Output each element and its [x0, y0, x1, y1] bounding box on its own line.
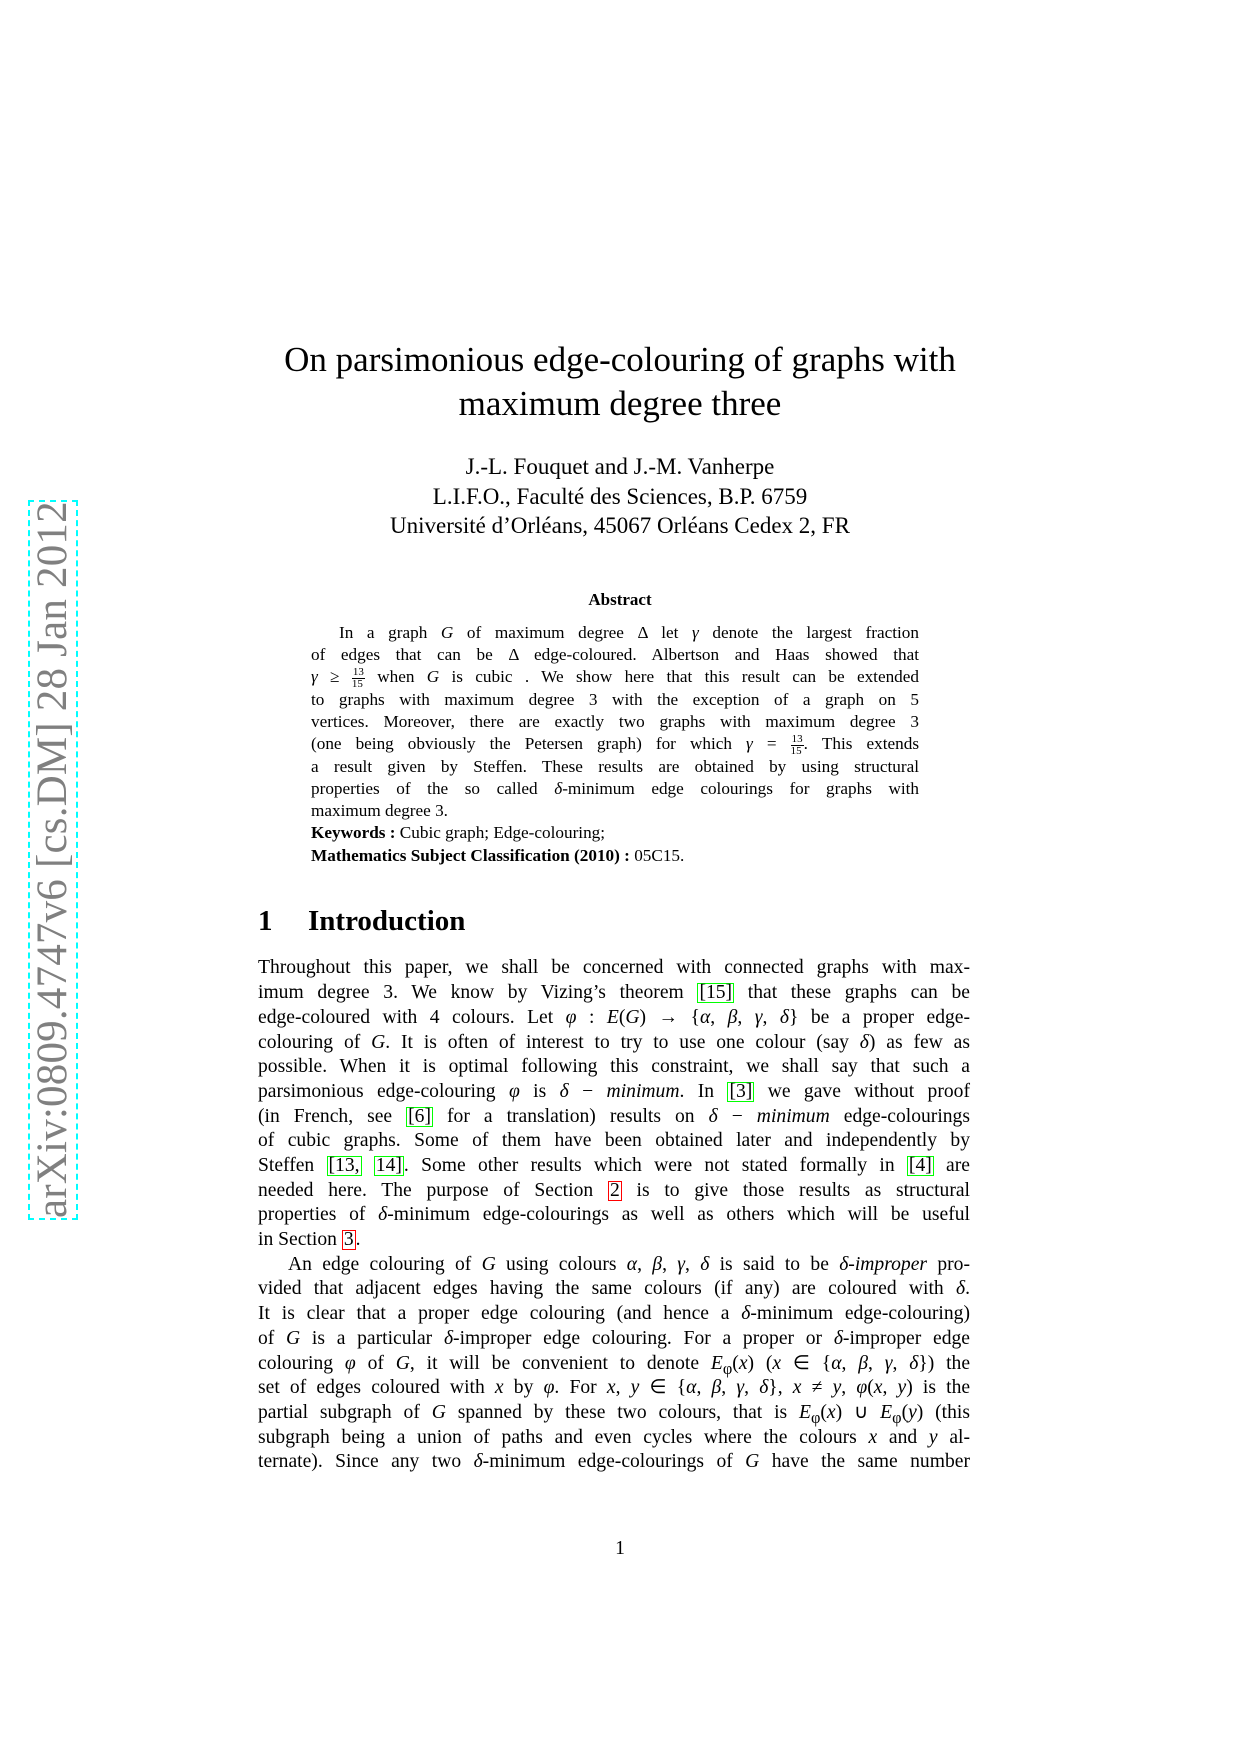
body-line: Throughout this paper, we shall be concerned with connected graphs with max- [258, 957, 970, 978]
body-line: partial subgraph of G spanned by these two colours, that is $E_\varphi(x)$ ∪ $E_\varphi(y)$ (this [258, 1402, 970, 1427]
body-line: properties of δ-minimum edge-colourings as well as others which will be useful [258, 1204, 970, 1225]
citation-link[interactable]: [3] [729, 1081, 753, 1102]
body-line: possible. When it is optimal following this constraint, we shall say that such a [258, 1056, 970, 1077]
abstract-line: properties of the so called δ-minimum edge colourings for graphs with [311, 779, 920, 798]
body-line: imum degree 3. We know by Vizing’s theorem [15] that these graphs can be [258, 982, 970, 1003]
citation-link[interactable]: [15] [699, 982, 733, 1003]
abstract-heading: Abstract [588, 590, 652, 609]
affiliation-line-1: L.I.F.O., Faculté des Sciences, B.P. 6759 [432, 484, 808, 509]
body-line: ternate). Since any two δ-minimum edge-colourings of G have the same number [258, 1451, 970, 1472]
arxiv-stamp: arXiv:0809.4747v6 [cs.DM] 28 Jan 2012 [29, 501, 76, 1218]
page-number: 1 [615, 1538, 625, 1559]
section-number: 1 [258, 905, 273, 937]
abstract-line: In a graph G of maximum degree Δ let γ denote the largest fraction [339, 623, 919, 642]
body-line: set of edges coloured with x by φ. For x, y ∈ {α, β, γ, δ}, x ≠ y, φ(x, y) is the [258, 1377, 971, 1398]
abstract-line: to graphs with maximum degree 3 with the exception of a graph on 5 [311, 690, 919, 709]
body-line: (in French, see [6] for a translation) results on δ − minimum edge-colourings [258, 1106, 970, 1127]
msc-label: Mathematics Subject Classification (2010) : [311, 846, 630, 865]
affiliation-line-2: Université d’Orléans, 45067 Orléans Cedex 2, FR [390, 513, 850, 538]
paper-title-line-1: On parsimonious edge-colouring of graphs with [284, 340, 956, 379]
abstract-line: γ ≥ $\frac{13}{15}$ when G is cubic . We show here that this result can be extended [311, 665, 919, 690]
body-line: An edge colouring of G using colours α, β, γ, δ is said to be δ-improper pro- [288, 1254, 970, 1275]
body-line: colouring of G. It is often of interest to try to use one colour (say δ) as few as [258, 1032, 970, 1053]
citation-link[interactable]: [4] [908, 1155, 932, 1176]
keywords-label: Keywords : [311, 823, 396, 842]
section-link[interactable]: 2 [609, 1180, 620, 1201]
msc-value: 05C15. [634, 846, 685, 865]
body-line: in Section 3 . [258, 1229, 361, 1250]
body-line: Steffen [13, 14] . Some other results which were not stated formally in [4] are [258, 1155, 970, 1176]
abstract-line: of edges that can be Δ edge-coloured. Albertson and Haas showed that [311, 645, 919, 664]
abstract-line: a result given by Steffen. These results are obtained by using structural [311, 757, 919, 776]
authors-line: J.-L. Fouquet and J.-M. Vanherpe [465, 454, 775, 479]
body-line: edge-coloured with 4 colours. Let φ : E(G) → {α, β, γ, δ} be a proper edge- [258, 1007, 971, 1028]
section-link[interactable]: 3 [343, 1229, 354, 1250]
citation-link[interactable]: [13, [328, 1155, 360, 1176]
body-line: of cubic graphs. Some of them have been obtained later and independently by [258, 1130, 970, 1151]
citation-link[interactable]: [6] [408, 1106, 431, 1127]
paper-title-line-2: maximum degree three [458, 384, 782, 423]
abstract-line: vertices. Moreover, there are exactly two graphs with maximum degree 3 [311, 712, 919, 731]
section-heading [258, 905, 465, 938]
body-line: colouring φ of G, it will be convenient to denote $E_\varphi(x)$ (x ∈ {α, β, γ, δ}) the [258, 1353, 971, 1378]
body-line: parsimonious edge-colouring φ is δ − minimum. In [3] we gave without proof [258, 1081, 970, 1102]
citation-link[interactable]: 14] [375, 1155, 402, 1176]
section-title: Introduction [308, 905, 466, 937]
keywords [311, 822, 605, 844]
body-line: of G is a particular δ-improper edge colouring. For a proper or δ-improper edge [258, 1328, 970, 1349]
msc-classification [311, 845, 684, 867]
body-line: needed here. The purpose of Section 2 is to give those results as structural [258, 1180, 970, 1201]
abstract-line: (one being obviously the Petersen graph) for which γ = $\frac{13}{15}$ . This extends [311, 732, 920, 757]
keywords-value: Cubic graph; Edge-colouring; [399, 823, 606, 842]
body-line: vided that adjacent edges having the same colours (if any) are coloured with δ. [258, 1278, 970, 1299]
body-line: It is clear that a proper edge colouring (and hence a δ-minimum edge-colouring) [258, 1303, 970, 1324]
abstract-line: maximum degree 3. [311, 801, 448, 820]
body-line: subgraph being a union of paths and even cycles where the colours x and y al- [258, 1427, 970, 1448]
